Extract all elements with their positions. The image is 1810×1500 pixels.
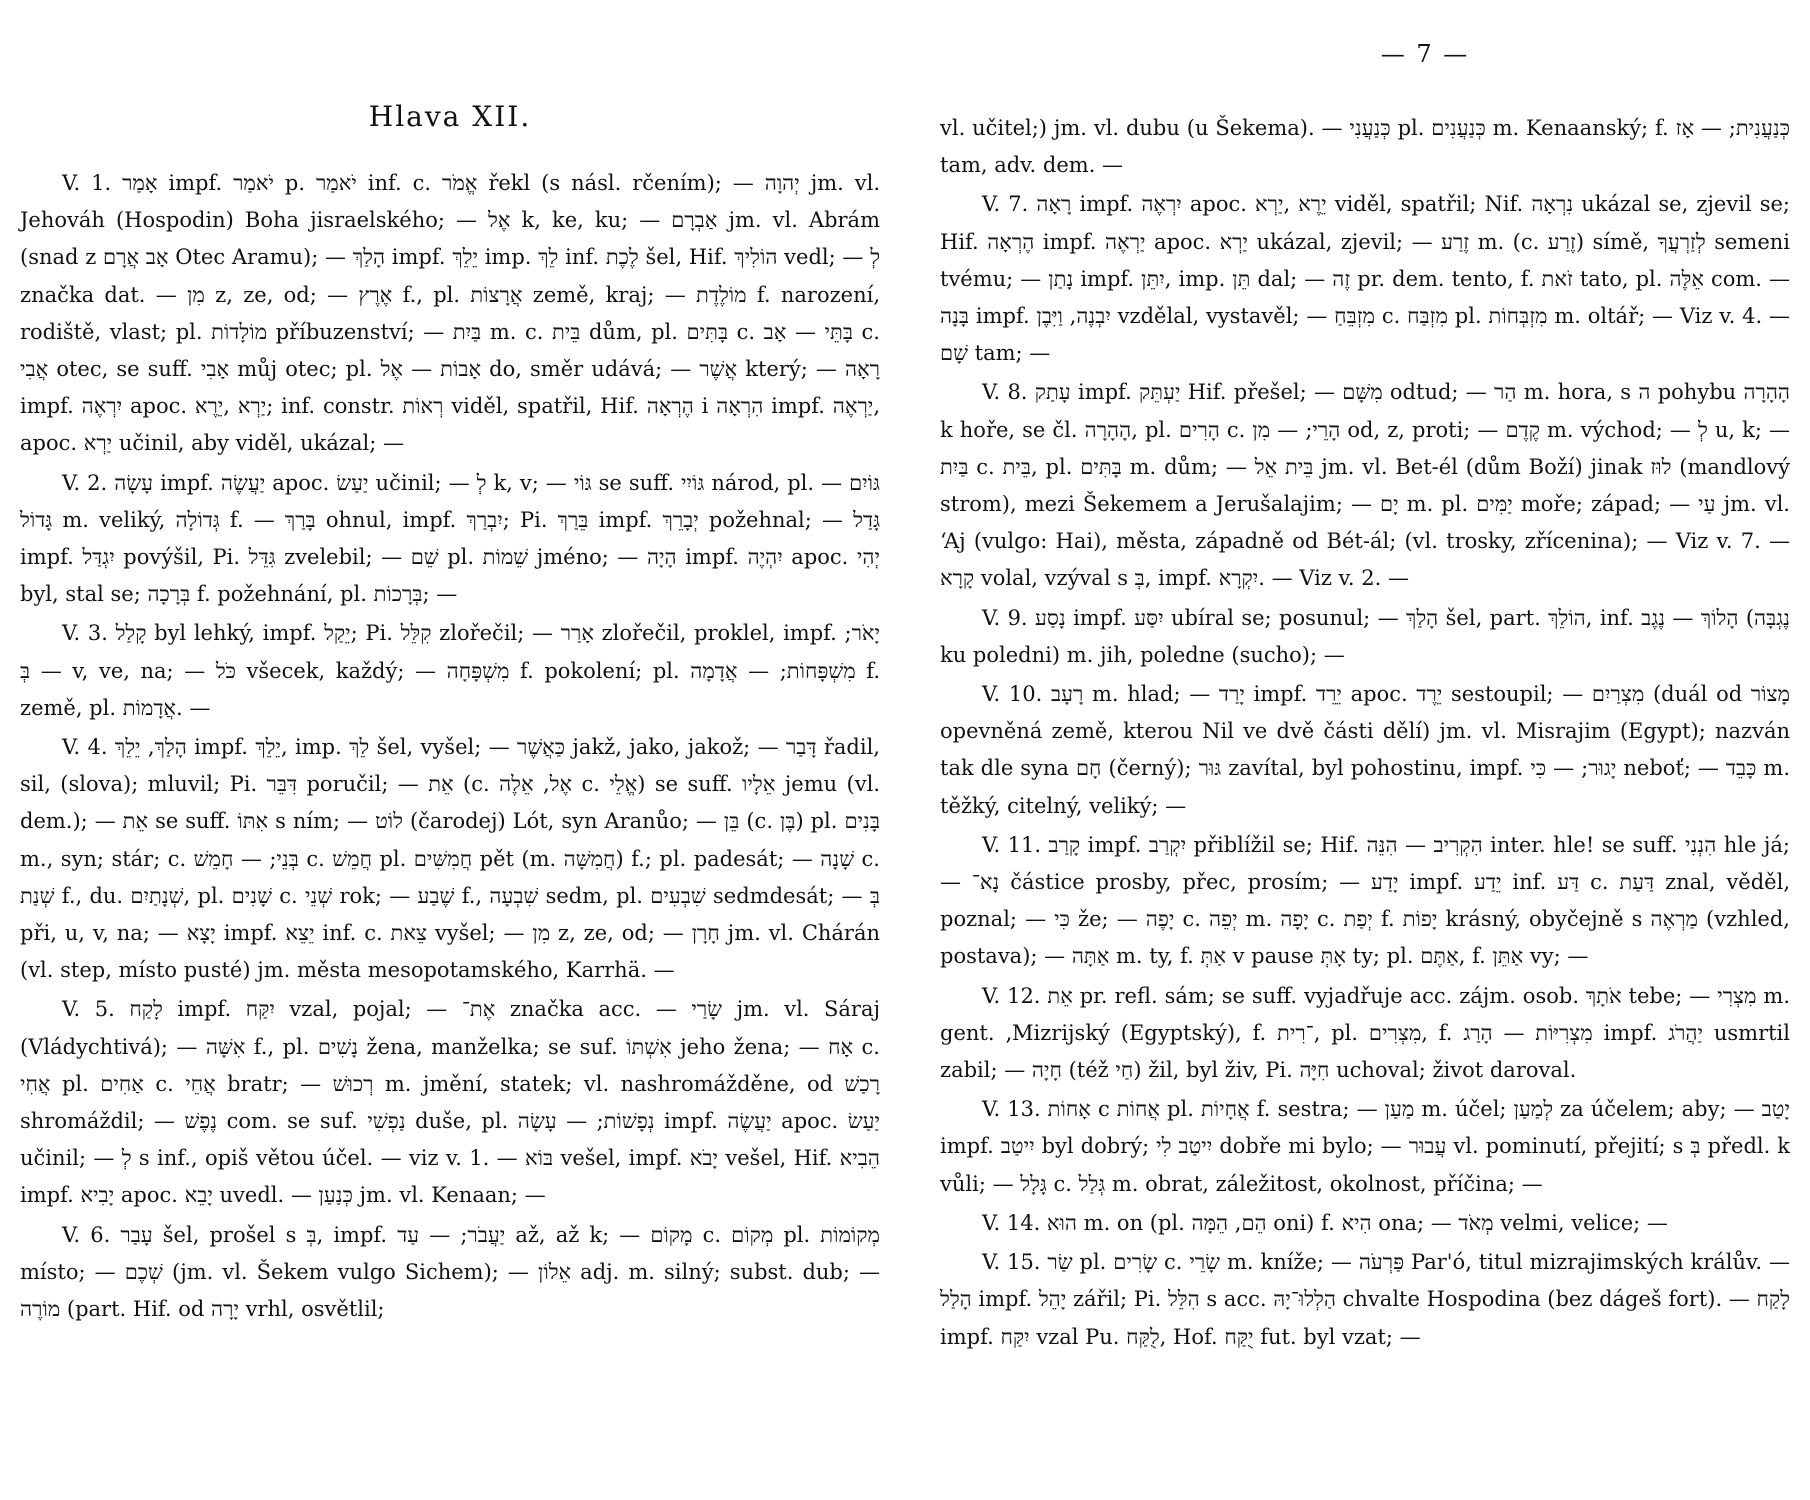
- verse-5-entry: V. 5. לָקַח impf. יִקַּח vzal, pojal; — אֶת־ značka acc. — שָׂרַי jm. vl. Sáraj (Vládychtivá); — אִשָּׁה f., pl. נָשִׁים žena, manželka; se suf. אִשְׁתּוֹ jeho žena; — אָח c. אֲחִי pl. אַחִים c. אֲחֵי bratr; — רְכוּשׁ m. jmění, statek; vl. nashromážděne, od רָכַשׁ shromáždil; — נֶפֶשׁ com. se suf. נַפְשִׁי duše, pl. נְפָשׁוֹת; — עָשָׂה impf. יַעֲשֶׂה apoc. יַעַשׂ učinil; — לְ s inf., opiš větou účel. — viz v. 1. — בּוֹא vešel, impf. יָבֹא vešel, Hif. הֵבִיא impf. יָבִיא apoc. יָבֵא uvedl. — כְּנַעַן jm. vl. Kenaan; —: [20, 997, 880, 1208]
- left-page: [20, 0, 880, 1328]
- verse-15-entry: V. 15. שַׂר pl. שָׂרִים c. שָׂרֵי m. kníže; — פַּרְעֹה Par'ó, titul mizrajimských králův. — הָלַל impf. יָהֵל zářil; Pi. הִלֵּל s acc. הַלְלוּ־יָהּ chvalte Hospodina (bez dágeš fort). — לָקַח impf. יִקַּח vzal Pu. לֻקַּח, Hof. יֻקַּח fut. byl vzat; —: [940, 1250, 1790, 1349]
- verse-6-continuation: vl. učitel;) jm. vl. dubu (u Šekema). — כְּנַעֲנִי pl. כְּנַעֲנִים m. Kenaanský; f. כְּנַעֲנִית; — אָז tam, adv. dem. —: [940, 116, 1790, 178]
- verse-6-entry: V. 6. עָבַר šel, prošel s בְּ, impf. יַעֲבֹר; — עַד až, až k; — מָקוֹם c. מְקוֹם pl. מְקוֹמוֹת místo; — שְׁכֶם (jm. vl. Šekem vulgo Sichem); — אֵלוֹן adj. m. silný; subst. dub; — מוֹרֶה (part. Hif. od יָרָה vrhl, osvětlil;: [20, 1222, 881, 1322]
- page-number: — 7 —: [1380, 40, 1470, 68]
- verse-14-entry: V. 14. הוּא m. on (pl. הֵם, הֵמָּה oni) f. הִיא ona; — מְאֹד velmi, velice; —: [982, 1210, 1668, 1235]
- verse-1-entry: V. 1. אָמַר impf. יֹאמַר p. יֹאמַר inf. c. אֱמֹר řekl (s násl. rčením); — יְהוָה jm. vl. Jehováh (Hospodin) Boha jisraelského; — אֶל k, ke, ku; — אַבְרָם jm. vl. Abrám (snad z אָב אֲרָם Otec Aramu); — הָלַךְ impf. יֵלֵךְ imp. לֵךְ inf. לֶכֶת šel, Hif. הוֹלִיךְ vedl; — לְ značka dat. — מִן z, ze, od; — אֶרֶץ f., pl. אֲרָצוֹת země, kraj; — מוֹלֶדֶת f. narození, rodiště, vlast; pl. מוֹלָדוֹת příbuzenství; — בַּיִת m. c. בֵּית dům, pl. בָּתִּים c. בָּתֵּי — אָב c. אֲבִי otec, se suff. אָבִי můj otec; pl. אָבוֹת — אֶל do, směr udává; — אֲשֶׁר který; — רָאָה impf. יִרְאֶה apoc. יַרְא ,יֵרֶא; inf. constr. רְאוֹת viděl, spatřil, Hif. הֶרְאָה i הִרְאָה impf. יַרְאֶה, apoc. יַרְא učinil, aby viděl, ukázal; —: [20, 171, 881, 456]
- verse-3-entry: V. 3. קָלַל byl lehký, impf. יֵקַל; Pi. קִלֵּל zlořečil; — אָרַר zlořečil, proklel, impf. יָאֹר; — בְּ v, ve, na; — כֹּל všecek, každý; — מִשְׁפָּחָה f. pokolení; pl. מִשְׁפָּחוֹת; — אֲדָמָה f. země, pl. אֲדָמוֹת. —: [20, 621, 881, 720]
- verse-2-entry: V. 2. עָשָׂה impf. יַעֲשֶׂה apoc. יַעַשׂ učinil; — לְ k, v; — גּוֹי se suff. גּוֹיִי národ, pl. גּוֹיִם — גָּדוֹל m. veliký, גְּדוֹלָה f. — בָּרַךְ ohnul, impf. יִבְרַךְ; Pi. בֵּרַךְ impf. יְבָרֵךְ požehnal; — גָּדַל impf. יִגְדַּל povýšil, Pi. גִּדֵּל zvelebil; — שֵׁם pl. שֵׁמוֹת jméno; — הָיָה impf. יִהְיֶה apoc. יְהִי byl, stal se; בְּרָכָה f. požehnání, pl. בְּרָכוֹת; —: [20, 470, 881, 607]
- verse-11-entry: V. 11. קָרַב impf. יִקְרַב přiblížil se; Hif. הִקְרִיב — הִנֵּה inter. hle! se suff. הִנְנִי hle já; — נָא־ částice prosby, přec, prosím; — יָדַע impf. יֵדַע inf. דַּע c. דַּעַת znal, věděl, poznal; — כִּי že; — יָפֶה c. יְפֵה m. יָפָה c. יְפַת f. יָפוֹת krásný, obyčejně s מַרְאֶה (vzhled, postava); — אַתָּה m. ty, f. אַתְּ v pause אָתְּ ty; pl. אַתֶּם, f. אַתֵּן vy; —: [940, 832, 1790, 969]
- verse-9-entry: V. 9. נָסַע impf. יִסַּע ubíral se; posunul; — הָלַךְ šel, part. הוֹלֵךְ, inf. הָלוֹךְ — נֶגֶב (נֶגְבָּה ku poledni) m. jih, poledne (sucho); —: [940, 605, 1790, 667]
- verse-7-entry: V. 7. רָאָה impf. יִרְאֶה apoc. יֵרֶא ,יַרְא viděl, spatřil; Nif. נִרְאָה ukázal se, zjevil se; Hif. הֶרְאָה impf. יַרְאֶה apoc. יַרְא ukázal, zjevil; — זֶרַע m. (c. זֶרַע) símě, לְזַרְעֲךָ semeni tvému; — נָתַן impf. יִתֵּן, imp. תֵּן dal; — זֶה pr. dem. tento, f. זֹאת tato, pl. אֵלֶּה com. — בָּנָה impf. יִבְנֶה, וַיִּבֶן vzdělal, vystavěl; — מִזְבֵּחַ c. מִזְבַּח pl. מִזְבְּחוֹת m. oltář; — Viz v. 4. — שָׁם tam; —: [940, 192, 1791, 366]
- verse-10-entry: V. 10. רָעָב m. hlad; — יָרַד impf. יֵרֵד apoc. יֵרֶד sestoupil; — מִצְרַיִם (duál od מָצוֹר opevněná země, kterou Nil ve dvě části dělí) jm. vl. Misrajim (Egypt); nazván tak dle syna חָם (černý); גּוּר zavítal, byl pohostinu, impf. יָגוּר; — כִּי neboť; — כָּבֵד m. těžký, citelný, veliký; —: [940, 682, 1791, 818]
- verse-13-entry: V. 13. אָחוֹת c אֲחוֹת pl. אֲחָיוֹת f. sestra; — מַעַן m. účel; לְמַעַן za účelem; aby; — יָטַב impf. יִיטַב byl dobrý; יִיטַב לִי dobře mi bylo; — עֲבוּר vl. pominutí, přejití; s בְּ předl. k vůli; — גָּלָל c. גְּלַל m. obrat, záležitost, okolnost, příčina; —: [940, 1097, 1791, 1196]
- verse-12-entry: V. 12. אֵת pr. refl. sám; se suff. vyjadřuje acc. zájm. osob. אֹתָךְ tebe; — מִצְרִי m. gent. ‚Mizrijský (Egyptský), f. ־רִית, pl. מִצְרִים, f. מִצְרִיּוֹת — הָרַג impf. יַהֲרֹג usmrtil zabil; — חָיָה (též חַי) žil, byl živ, Pi. חִיָּה uchoval; život daroval.: [940, 983, 1790, 1083]
- right-page: [940, 0, 1790, 1356]
- chapter-heading: Hlava XII.: [368, 100, 532, 133]
- verse-8-entry: V. 8. עָתַק impf. יַעְתֵּק Hif. přešel; — מִשָּׁם odtud; — הַר m. hora, s ה pohybu הָהָרָה k hoře, se čl. הָהָרָה, pl. הָרִים c. הָרֵי; — מִן od, z, proti; — קֶדֶם m. východ; — לְ u, k; — בַּיִת c. בֵּית, pl. בָּתִּים m. dům; — בֵּית אֵל jm. vl. Bet-él (dům Boží) jinak לוּז (mandlový strom), mezi Šekemem a Jerušalajim; — יָם m. pl. יַמִּים moře; západ; — עַי jm. vl. ʻAj (vulgo: Hai), města, západně od Bét-ál; (vl. trosky, zřícenina); — Viz v. 7. — קָרָא volal, vzýval s בְּ, impf. יִקְרָא. — Viz v. 2. —: [940, 380, 1790, 591]
- verse-4-entry: V. 4. הָלַךְ, יֵלֵךְ impf. יֵלֵךְ, imp. לֵךְ šel, vyšel; — כַּאֲשֶׁר jakž, jako, jakož; — דָּבַר řadil, sil, (slova); mluvil; Pi. דִּבֵּר poručil; — אֵת (c. אֶל, אֵלֶה c. אֱלֵי) se suff. אֵלָיו jemu (vl. dem.); — אֵת se suff. אִתּוֹ s ním; — לוֹט (čarodej) Lót, syn Aranůo; — בֵּן (c. בֶּן) pl. בָּנִים m., syn; stár; c. בְּנֵי; — חָמֵשׁ c. חֲמֵשׁ pl. חֲמִשִּׁים pět (m. חֲמִשָּׁה) f.; pl. padesát; — שָׁנָה c. שְׁנַת f., du. שְׁנָתַיִם, pl. שָׁנִים c. שְׁנֵי rok; — שֶׁבַע f., שִׁבְעָה sedm, pl. שִׁבְעִים sedmdesát; — בְּ při, u, v, na; — יָצָא impf. יֵצֵא inf. c. צֵאת vyšel; — מִן z, ze, od; — חָרָן jm. vl. Chárán (vl. step, místo pusté) jm. města mesopotamského, Karrhä. —: [20, 735, 881, 983]
